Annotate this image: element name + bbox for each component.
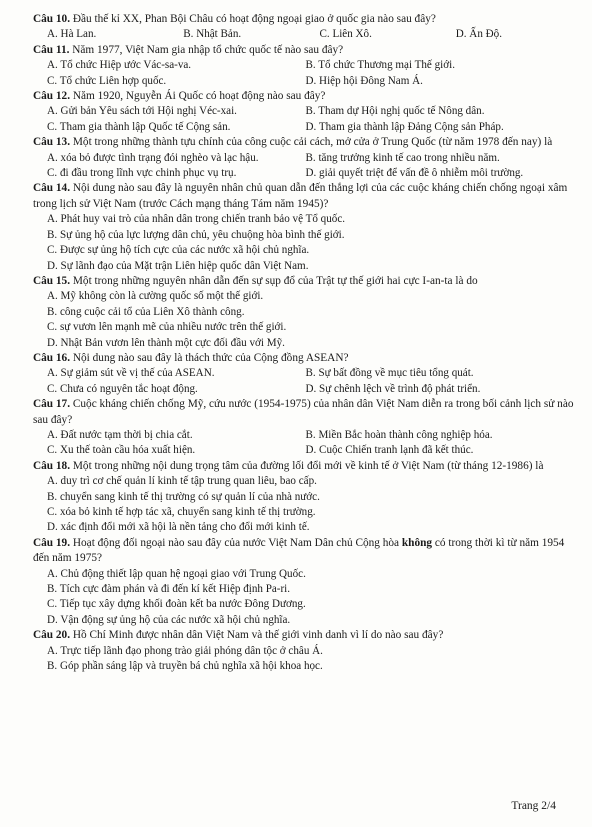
question-19: Câu 19. Hoạt động đối ngoại nào sau đây của nước Việt Nam Dân chủ Cộng hòa không có trong thời kì từ năm 1954 đến năm 1975? (33, 536, 565, 565)
option-d[interactable]: D. Sự chênh lệch về trình độ phát triển. (305, 382, 481, 395)
option-a[interactable]: A. Đất nước tạm thời bị chia cắt. (47, 428, 193, 441)
option-c[interactable]: C. xóa bỏ kinh tế hợp tác xã, chuyển sang kinh tế thị trường. (47, 506, 316, 518)
option-a[interactable]: A. Sự giảm sút về vị thế của ASEAN. (47, 367, 215, 380)
option-c[interactable]: C. Xu thế toàn cầu hóa xuất hiện. (47, 444, 196, 457)
option-d[interactable]: D. Hiệp hội Đông Nam Á. (305, 74, 423, 87)
options-row (33, 58, 578, 73)
options-row (33, 120, 578, 135)
option-b[interactable]: B. Tổ chức Thương mại Thế giới. (305, 59, 455, 72)
question-14: Câu 14. Nội dung nào sau đây là nguyên nhân chủ quan dẫn đến thắng lợi của các cuộc kháng chiến chống ngoại xâm trong lịch sử Việt Nam (trước Cách mạng tháng Tám năm 1945)? (33, 182, 568, 210)
page-number: Trang 2/4 (511, 800, 556, 812)
question-12: Câu 12. Năm 1920, Nguyễn Ái Quốc có hoạt động nào sau đây? (33, 90, 326, 103)
option-d[interactable]: D. xác định đổi mới xã hội là nền tảng cho đổi mới kinh tế. (47, 521, 310, 534)
options-row (33, 104, 578, 119)
option-d[interactable]: D. Cuộc Chiến tranh lạnh đã kết thúc. (305, 444, 474, 457)
option-c[interactable]: C. Liên Xô. (319, 28, 372, 41)
option-a[interactable]: A. Hà Lan. (47, 28, 97, 41)
option-c[interactable]: C. Chưa có nguyên tắc hoạt động. (47, 382, 198, 395)
option-d[interactable]: D. Tham gia thành lập Đảng Cộng sản Pháp. (305, 120, 504, 133)
option-c[interactable]: C. sự vươn lên mạnh mẽ của nhiều nước trên thế giới. (47, 321, 287, 334)
question-16: Câu 16. Nội dung nào sau đây là thách thức của Cộng đồng ASEAN? (33, 351, 349, 364)
options-row (33, 443, 578, 458)
options-row (33, 382, 578, 397)
option-c[interactable]: C. Được sự ủng hộ tích cực của các nước xã hội chủ nghĩa. (47, 244, 310, 257)
option-c[interactable]: C. Tham gia thành lập Quốc tế Cộng sản. (47, 120, 231, 133)
option-b[interactable]: B. Sự ủng hộ của lực lượng dân chủ, yêu chuộng hòa bình thế giới. (47, 228, 345, 241)
question-18: Câu 18. Một trong những nội dung trọng tâm của đường lối đổi mới về kinh tế ở Việt Nam (từ tháng 12-1986) là (33, 459, 544, 472)
option-a[interactable]: A. Trực tiếp lãnh đạo phong trào giải phóng dân tộc ở châu Á. (47, 644, 323, 657)
option-b[interactable]: B. tăng trưởng kinh tế cao trong nhiều năm. (305, 151, 500, 164)
question-20: Câu 20. Hồ Chí Minh được nhân dân Việt Nam và thế giới vinh danh vì lí do nào sau đây? (33, 629, 444, 642)
question-10: Câu 10. Đầu thế kỉ XX, Phan Bội Châu có hoạt động ngoại giao ở quốc gia nào sau đây? (33, 13, 436, 25)
options-row (33, 428, 578, 443)
option-a[interactable]: A. Tổ chức Hiệp ước Vác-sa-va. (47, 59, 192, 72)
option-b[interactable]: B. Nhật Bản. (183, 28, 242, 41)
question-17: Câu 17. Cuộc kháng chiến chống Mỹ, cứu nước (1954-1975) của nhân dân Việt Nam diễn ra trong bối cảnh lịch sử nào sau đây? (33, 398, 574, 426)
option-a[interactable]: A. Gửi bản Yêu sách tới Hội nghị Véc-xai. (47, 105, 237, 118)
option-a[interactable]: A. Chủ động thiết lập quan hệ ngoại giao với Trung Quốc. (47, 567, 306, 580)
options-row (33, 366, 578, 381)
option-d[interactable]: D. Sự lãnh đạo của Mặt trận Liên hiệp quốc dân Việt Nam. (47, 259, 309, 272)
option-d[interactable]: D. Vận động sự ủng hộ của các nước xã hội chủ nghĩa. (47, 613, 291, 626)
option-a[interactable]: A. xóa bỏ được tình trạng đói nghèo và lạc hậu. (47, 151, 259, 164)
question-15: Câu 15. Một trong những nguyên nhân dẫn đến sự sụp đổ của Trật tự thế giới hai cực I-an-ta là do (33, 274, 478, 287)
option-b[interactable]: B. Sự bất đồng về mục tiêu tổng quát. (305, 367, 474, 380)
option-d[interactable]: D. Nhật Bản vươn lên thành một cực đối đầu với Mỹ. (47, 336, 285, 349)
option-b[interactable]: B. công cuộc cải tổ của Liên Xô thành công. (47, 305, 245, 318)
question-11: Câu 11. Năm 1977, Việt Nam gia nhập tổ chức quốc tế nào sau đây? (33, 43, 344, 56)
option-d[interactable]: D. Ấn Độ. (455, 28, 502, 41)
question-13: Câu 13. Một trong những thành tựu chính của công cuộc cải cách, mở cửa ở Trung Quốc (từ năm 1978 đến nay) là (33, 136, 553, 149)
emphasis-not: không (401, 536, 433, 549)
options-row (33, 151, 578, 166)
option-a[interactable]: A. Mỹ không còn là cường quốc số một thế giới. (47, 290, 264, 303)
options-row (33, 166, 578, 181)
option-b[interactable]: B. Góp phần sáng lập và truyền bá chủ nghĩa xã hội khoa học. (47, 660, 323, 673)
option-d[interactable]: D. giải quyết triệt để vấn đề ô nhiễm môi trường. (305, 167, 524, 180)
options-row (33, 27, 578, 42)
option-c[interactable]: C. đi đầu trong lĩnh vực chinh phục vụ trụ. (47, 167, 237, 180)
option-c[interactable]: C. Tiếp tục xây dựng khối đoàn kết ba nước Đông Dương. (47, 598, 306, 611)
option-b[interactable]: B. Tích cực đàm phán và đi đến kí kết Hiệp định Pa-ri. (47, 583, 291, 596)
option-b[interactable]: B. chuyển sang kinh tế thị trường có sự quản lí của nhà nước. (47, 490, 320, 503)
options-row (33, 74, 578, 89)
option-b[interactable]: B. Tham dự Hội nghị quốc tế Nông dân. (305, 105, 485, 118)
option-a[interactable]: A. duy trì cơ chế quản lí kinh tế tập trung quan liêu, bao cấp. (47, 475, 317, 488)
option-a[interactable]: A. Phát huy vai trò của nhân dân trong chiến tranh bảo vệ Tổ quốc. (47, 213, 346, 226)
option-b[interactable]: B. Miền Bắc hoàn thành công nghiệp hóa. (305, 428, 493, 441)
option-c[interactable]: C. Tổ chức Liên hợp quốc. (47, 74, 167, 87)
